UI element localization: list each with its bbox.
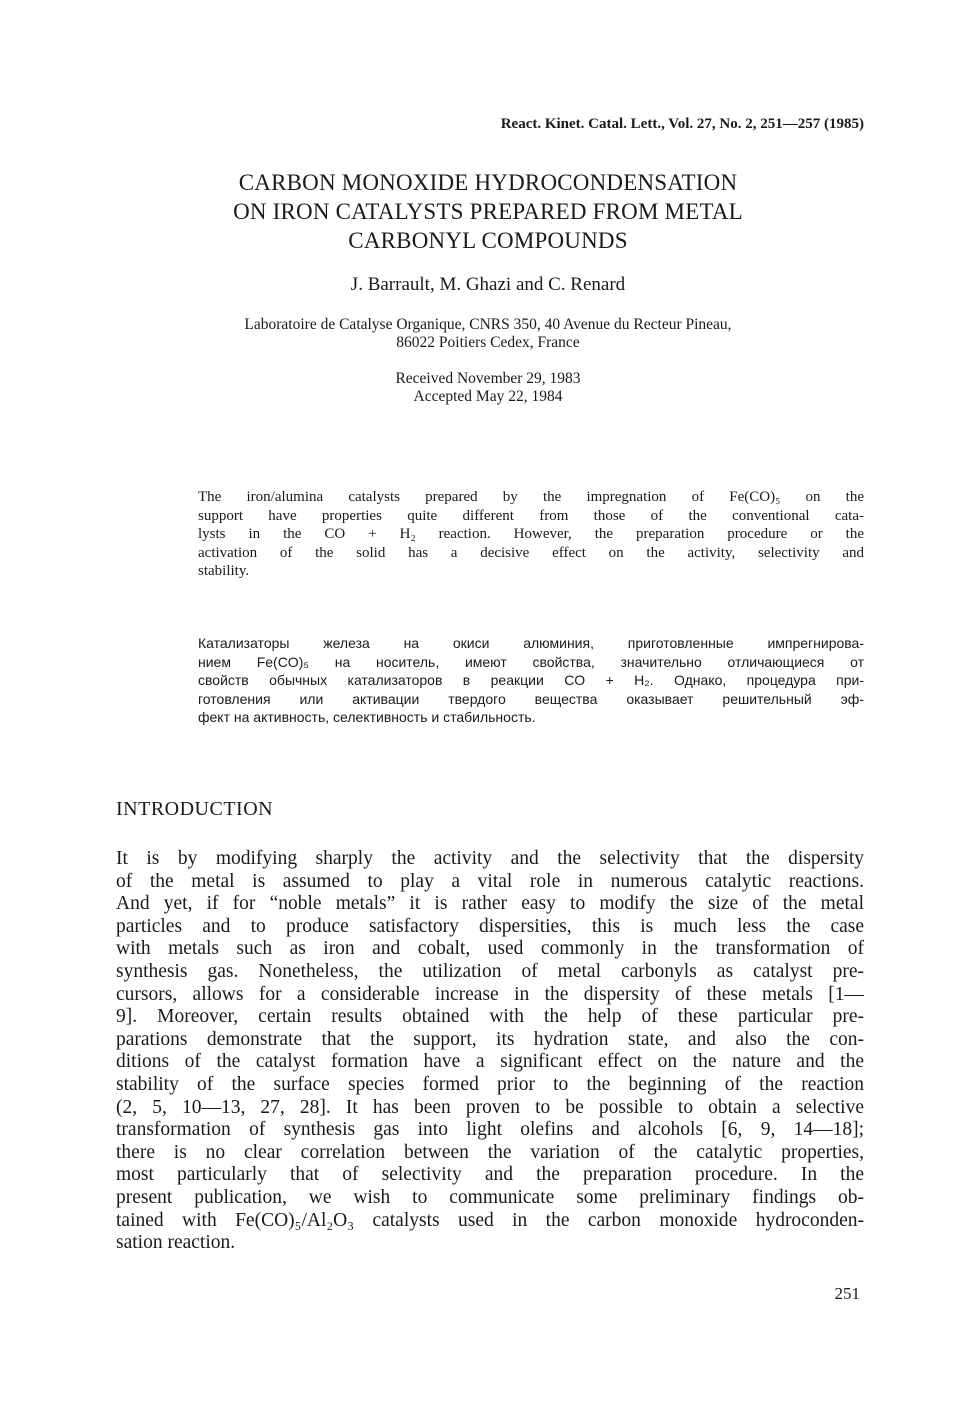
abstract-line: activation of the solid has a decisive effect on the activity, selectivity and xyxy=(198,544,864,561)
journal-reference: React. Kinet. Catal. Lett., Vol. 27, No. 2, 251—257 (1985) xyxy=(500,116,864,132)
body-line: there is no clear correlation between the variation of the catalytic properties, xyxy=(116,1141,864,1163)
abstract-line: готовления или активации твердого вещества оказывает решительный эф- xyxy=(198,690,864,707)
page-number: 251 xyxy=(834,1284,860,1303)
accepted-date: Accepted May 22, 1984 xyxy=(413,388,563,405)
title-line: CARBONYL COMPOUNDS xyxy=(348,228,628,253)
abstract-line: Катализаторы железа на окиси алюминия, приготовленные импрегнирова- xyxy=(198,635,864,651)
body-line: transformation of synthesis gas into light olefins and alcohols [6, 9, 14—18]; xyxy=(116,1119,864,1141)
body-line: And yet, if for “noble metals” it is rather easy to modify the size of the metal xyxy=(116,893,864,915)
body-line: 9]. Moreover, certain results obtained with the help of these particular pre- xyxy=(116,1006,864,1028)
abstract-line: support have properties quite different from those of the conventional cata- xyxy=(198,507,864,524)
body-line: It is by modifying sharply the activity and the selectivity that the dispersity xyxy=(116,848,864,869)
body-line: particles and to produce satisfactory dispersities, this is much less the case xyxy=(116,915,864,937)
abstract-line: фект на активность, селективность и стабильность. xyxy=(198,709,536,726)
affiliation-line: 86022 Poitiers Cedex, France xyxy=(396,334,580,351)
abstract-line: lysts in the CO + H₂ reaction. However, the preparation procedure or the xyxy=(198,526,864,543)
title-line: CARBON MONOXIDE HYDROCONDENSATION xyxy=(238,170,738,195)
body-line: parations demonstrate that the support, its hydration state, and also the con- xyxy=(116,1028,864,1050)
abstract-line: The iron/alumina catalysts prepared by the impregnation of Fe(CO)₅ on the xyxy=(198,489,864,505)
authors: J. Barrault, M. Ghazi and C. Renard xyxy=(350,274,626,295)
body-line: most particularly that of selectivity and the preparation procedure. In the xyxy=(116,1164,864,1186)
body-line: cursors, allows for a considerable increase in the dispersity of these metals [1— xyxy=(116,983,864,1005)
body-line: ditions of the catalyst formation have a significant effect on the nature and the xyxy=(116,1051,864,1073)
abstract-line: свойств обычных катализаторов в реакции CO + H₂. Однако, процедура при- xyxy=(198,672,864,689)
affiliation-line: Laboratoire de Catalyse Organique, CNRS 350, 40 Avenue du Recteur Pineau, xyxy=(244,316,732,333)
body-line: sation reaction. xyxy=(116,1232,236,1254)
body-line: present publication, we wish to communicate some preliminary findings ob- xyxy=(116,1186,864,1208)
section-heading: INTRODUCTION xyxy=(116,798,274,820)
body-line: with metals such as iron and cobalt, used commonly in the transformation of xyxy=(116,938,864,960)
body-line: (2, 5, 10—13, 27, 28]. It has been proven to be possible to obtain a selective xyxy=(116,1096,864,1118)
affiliation xyxy=(0,316,976,352)
dates xyxy=(0,370,976,406)
body-line: stability of the surface species formed prior to the beginning of the reaction xyxy=(116,1073,864,1095)
body-line: synthesis gas. Nonetheless, the utilization of metal carbonyls as catalyst pre- xyxy=(116,960,864,982)
abstract-line: stability. xyxy=(198,563,250,580)
title-line: ON IRON CATALYSTS PREPARED FROM METAL xyxy=(233,199,743,224)
abstract-english xyxy=(198,488,864,581)
abstract-russian xyxy=(198,634,864,727)
body-line: tained with Fe(CO)₅/Al₂O₃ catalysts used in the carbon monoxide hydroconden- xyxy=(116,1209,864,1231)
introduction-body xyxy=(116,848,864,1255)
abstract-line: нием Fe(CO)₅ на носитель, имеют свойства, значительно отличающиеся от xyxy=(198,653,864,670)
received-date: Received November 29, 1983 xyxy=(395,370,581,387)
article-title xyxy=(0,168,976,255)
body-line: of the metal is assumed to play a vital role in numerous catalytic reactions. xyxy=(116,870,864,892)
